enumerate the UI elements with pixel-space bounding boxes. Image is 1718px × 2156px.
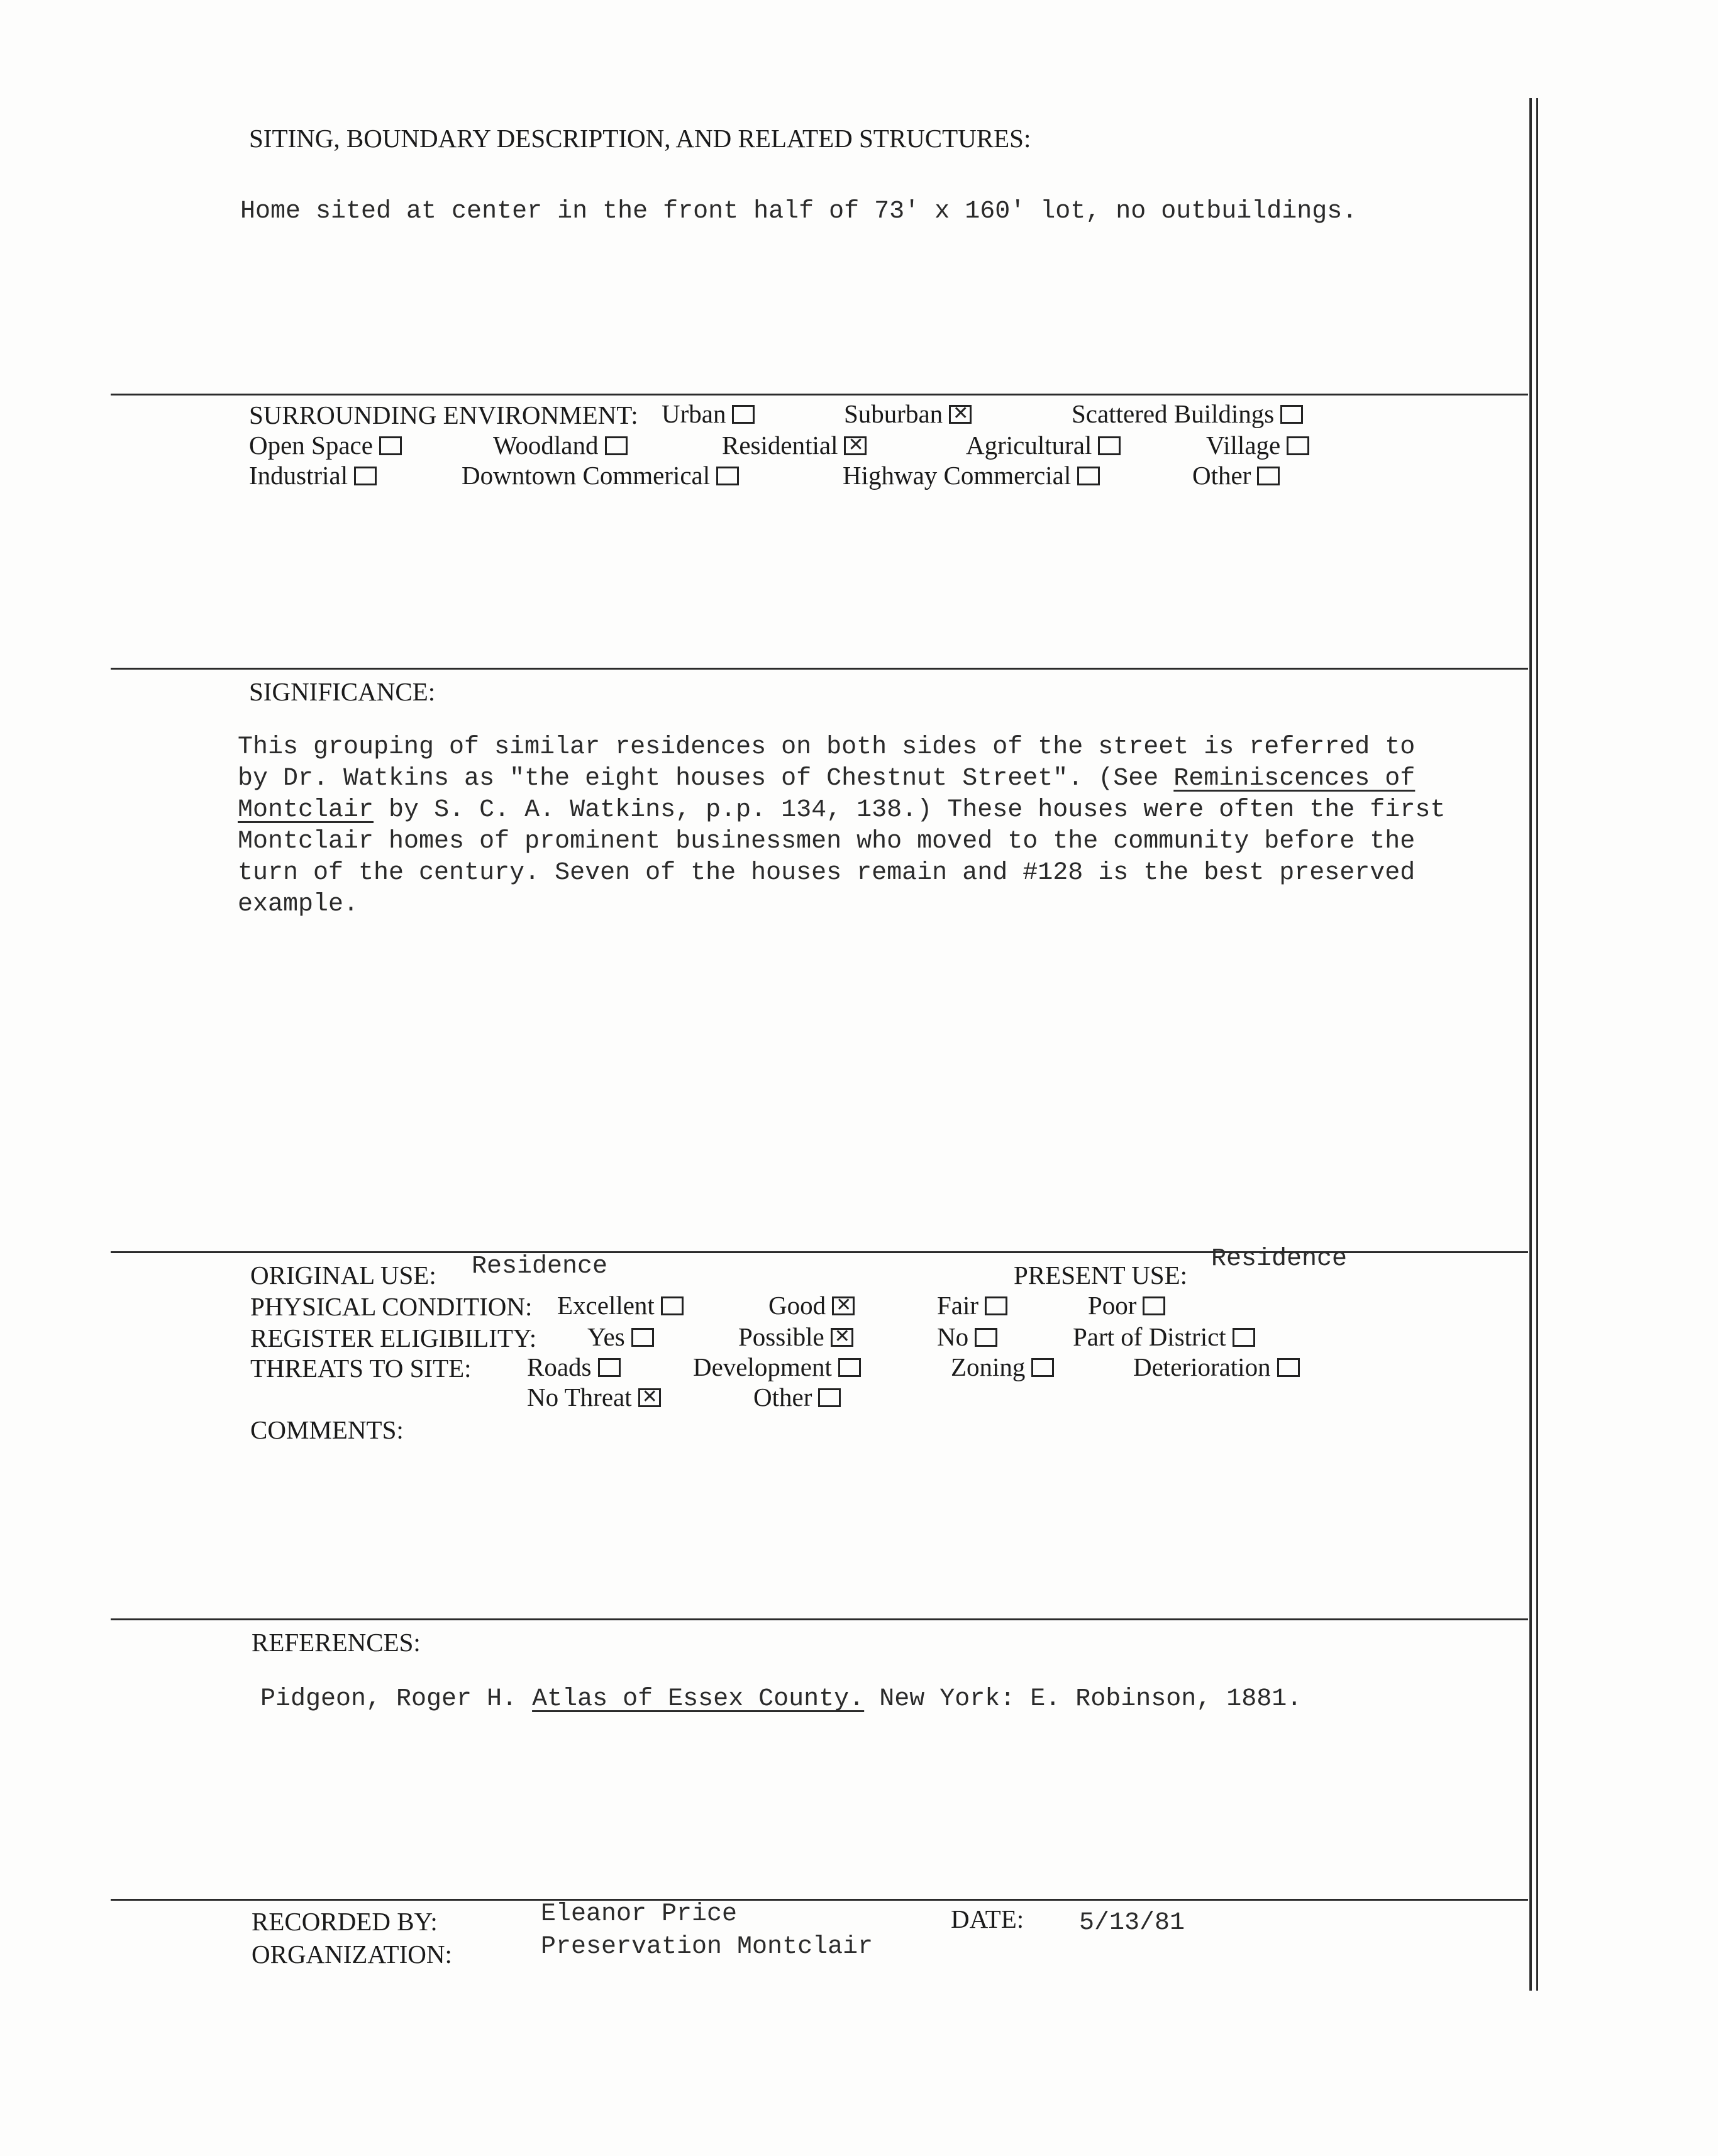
checkbox-possible[interactable]	[831, 1328, 853, 1347]
checkbox-good[interactable]	[832, 1296, 855, 1315]
checkbox-excellent[interactable]	[661, 1296, 684, 1315]
checkbox-env-other[interactable]	[1257, 467, 1280, 485]
reference-title: Atlas of Essex County.	[532, 1685, 865, 1713]
section-divider	[111, 394, 1528, 395]
env-urban[interactable]: Urban	[662, 399, 755, 429]
organization-label: ORGANIZATION:	[252, 1940, 452, 1969]
checkbox-urban[interactable]	[732, 405, 755, 424]
present-use-value: Residence	[1211, 1245, 1348, 1273]
right-border-line	[1529, 98, 1532, 1991]
checkbox-yes[interactable]	[631, 1328, 654, 1347]
references-heading: REFERENCES:	[252, 1628, 421, 1657]
recorded-by-label: RECORDED BY:	[252, 1907, 438, 1936]
checkbox-residential[interactable]	[844, 436, 867, 455]
checkbox-development[interactable]	[838, 1358, 861, 1377]
checkbox-fair[interactable]	[985, 1296, 1007, 1315]
threat-roads[interactable]: Roads	[527, 1352, 621, 1382]
env-highway-commercial[interactable]: Highway Commercial	[843, 460, 1100, 490]
checkbox-agricultural[interactable]	[1098, 436, 1121, 455]
env-open-space[interactable]: Open Space	[249, 430, 402, 460]
present-use-label: PRESENT USE:	[1014, 1261, 1188, 1290]
threat-development[interactable]: Development	[693, 1352, 861, 1382]
checkbox-downtown-commercial[interactable]	[716, 467, 739, 485]
recorded-by-value: Eleanor Price	[541, 1900, 738, 1928]
threat-no-threat[interactable]: No Threat✕	[527, 1382, 661, 1412]
elig-no[interactable]: No	[937, 1322, 997, 1352]
elig-possible[interactable]: Possible✕	[738, 1322, 853, 1352]
physical-condition-label: PHYSICAL CONDITION:	[250, 1292, 533, 1321]
right-border-line-outer	[1536, 98, 1538, 1991]
date-label: DATE:	[951, 1904, 1024, 1933]
threat-other[interactable]: Other	[753, 1382, 841, 1412]
significance-heading: SIGNIFICANCE:	[249, 677, 436, 706]
checkbox-woodland[interactable]	[605, 436, 628, 455]
siting-heading: SITING, BOUNDARY DESCRIPTION, AND RELATED STRUCTURES:	[249, 124, 1031, 153]
organization-value: Preservation Montclair	[541, 1933, 873, 1961]
reference-entry: Pidgeon, Roger H. Atlas of Essex County. New York: E. Robinson, 1881.	[260, 1685, 1302, 1713]
cond-excellent[interactable]: Excellent	[557, 1290, 684, 1320]
env-woodland[interactable]: Woodland	[493, 430, 628, 460]
checkbox-threat-other[interactable]	[818, 1388, 841, 1407]
checkbox-no-threat[interactable]	[638, 1388, 661, 1407]
environment-heading: SURROUNDING ENVIRONMENT:	[249, 401, 638, 429]
cond-good[interactable]: Good✕	[768, 1290, 855, 1320]
threats-label: THREATS TO SITE:	[250, 1354, 472, 1383]
book-title: Reminiscences of	[1173, 765, 1416, 793]
siting-text: Home sited at center in the front half of 73' x 160' lot, no outbuildings.	[240, 197, 1358, 226]
checkbox-open-space[interactable]	[379, 436, 402, 455]
elig-yes[interactable]: Yes	[587, 1322, 654, 1352]
cond-poor[interactable]: Poor	[1088, 1290, 1165, 1320]
threat-zoning[interactable]: Zoning	[951, 1352, 1054, 1382]
section-divider	[111, 668, 1528, 670]
comments-label: COMMENTS:	[250, 1415, 404, 1444]
checkbox-roads[interactable]	[598, 1358, 621, 1377]
date-value: 5/13/81	[1079, 1909, 1185, 1937]
env-industrial[interactable]: Industrial	[249, 460, 377, 490]
cond-fair[interactable]: Fair	[937, 1290, 1007, 1320]
checkbox-deterioration[interactable]	[1277, 1358, 1300, 1377]
checkbox-village[interactable]	[1287, 436, 1309, 455]
env-downtown-commercial[interactable]: Downtown Commerical	[462, 460, 739, 490]
env-agricultural[interactable]: Agricultural	[966, 430, 1121, 460]
elig-part-of-district[interactable]: Part of District	[1073, 1322, 1255, 1352]
env-residential[interactable]: Residential✕	[722, 430, 867, 460]
env-other[interactable]: Other	[1192, 460, 1280, 490]
checkbox-part-of-district[interactable]	[1233, 1328, 1255, 1347]
register-eligibility-label: REGISTER ELIGIBILITY:	[250, 1324, 537, 1352]
significance-text: This grouping of similar residences on both sides of the street is referred to by Dr. Watkins as "the eight houses of Chestnut Street". (See Reminiscences of Montclair by S. C. A. Watkins, p.p. 134, 138.) These houses were often the first Montclair homes of prominent businessmen who moved to the community before the turn of the century. Seven of the houses remain and #128 is the best preserved example.	[238, 733, 1446, 919]
checkbox-poor[interactable]	[1143, 1296, 1165, 1315]
checkbox-scattered-buildings[interactable]	[1280, 405, 1303, 424]
threat-deterioration[interactable]: Deterioration	[1133, 1352, 1300, 1382]
env-suburban[interactable]: Suburban✕	[844, 399, 972, 429]
checkbox-industrial[interactable]	[354, 467, 377, 485]
book-title-cont: Montclair	[238, 796, 374, 824]
original-use-label: ORIGINAL USE:	[250, 1261, 436, 1290]
env-scattered-buildings[interactable]: Scattered Buildings	[1072, 399, 1303, 429]
section-divider	[111, 1618, 1528, 1620]
section-divider	[111, 1899, 1528, 1901]
checkbox-highway-commercial[interactable]	[1077, 467, 1100, 485]
checkbox-no[interactable]	[975, 1328, 997, 1347]
env-village[interactable]: Village	[1206, 430, 1309, 460]
checkbox-suburban[interactable]	[949, 405, 972, 424]
checkbox-zoning[interactable]	[1031, 1358, 1054, 1377]
original-use-value: Residence	[472, 1252, 608, 1281]
